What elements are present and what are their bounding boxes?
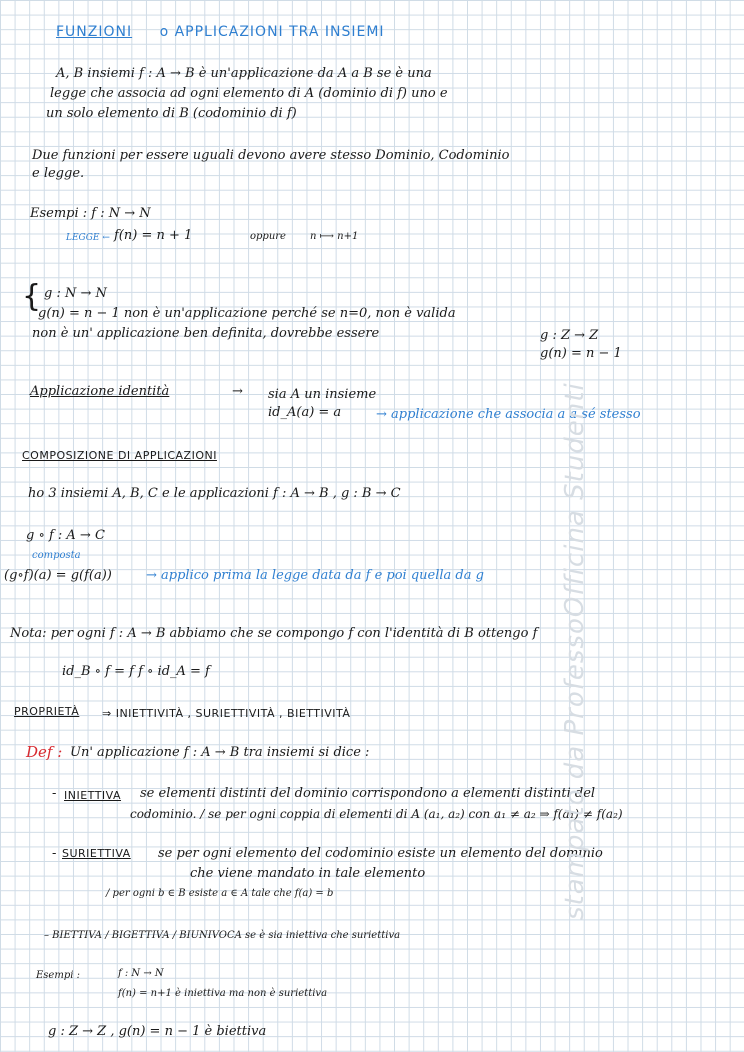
identity-note: → applicazione che associa a a sé stesso xyxy=(376,407,641,422)
suriettiva-line-2: che viene mandato in tale elemento xyxy=(190,866,426,881)
suriettiva-line-3: / per ogni b ∈ B esiste a ∈ A tale che f(a) = b xyxy=(106,888,334,899)
oppure-label: oppure xyxy=(250,231,286,242)
composition-line-1: ho 3 insiemi A, B, C e le applicazioni f : A → B , g : B → C xyxy=(28,486,401,501)
composition-definition: (g∘f)(a) = g(f(a)) xyxy=(4,568,112,583)
iniettiva-label: INIETTIVA xyxy=(64,789,122,802)
iniettiva-bullet: - xyxy=(52,786,57,801)
examples2-line-1: f : N → N xyxy=(118,968,164,979)
composta-label: composta xyxy=(32,550,81,561)
g-alt-line-2: g(n) = n − 1 xyxy=(540,346,622,361)
properties-list: ⇒ INIETTIVITÀ , SURIETTIVITÀ , BIETTIVITÀ xyxy=(102,707,351,720)
examples-heading: Esempi : f : N → N xyxy=(30,206,151,221)
identity-label: Applicazione identità xyxy=(30,384,170,399)
equality-line-2: e legge. xyxy=(32,166,85,181)
suriettiva-bullet: - xyxy=(52,846,57,861)
iniettiva-line-2: codominio. / se per ogni coppia di elementi di A (a₁, a₂) con a₁ ≠ a₂ ⇒ f(a₁) ≠ f(a₂) xyxy=(130,807,623,821)
examples2-line-2: f(n) = n+1 è iniettiva ma non è suriettiva xyxy=(118,988,328,999)
composition-note: → applico prima la legge data da f e poi quella da g xyxy=(146,568,484,583)
nota-line-1: Nota: per ogni f : A → B abbiamo che se compongo f con l'identità di B ottengo f xyxy=(10,626,538,641)
equality-line-1: Due funzioni per essere uguali devono avere stesso Dominio, Codominio xyxy=(32,148,510,163)
properties-label: PROPRIETÀ xyxy=(14,705,80,718)
composition-gof: g ∘ f : A → C xyxy=(26,528,105,543)
identity-line-2: id_A(a) = a xyxy=(268,405,342,420)
identity-line-1: sia A un insieme xyxy=(268,387,377,402)
definition-line-2: legge che associa ad ogni elemento di A (dominio di f) uno e xyxy=(50,86,448,101)
def-text: Un' applicazione f : A → B tra insiemi si dice : xyxy=(70,745,370,760)
suriettiva-label: SURIETTIVA xyxy=(62,847,131,860)
g-example-line-2: g(n) = n − 1 non è un'applicazione perché se n=0, non è valida xyxy=(38,306,456,321)
title-main: FUNZIONI xyxy=(56,24,133,40)
composition-heading: COMPOSIZIONE DI APPLICAZIONI xyxy=(22,449,217,462)
watermark: stampato da ProfessoOfficina Studenti xyxy=(560,382,590,920)
g-alt-line-1: g : Z → Z xyxy=(540,328,599,343)
iniettiva-line-1: se elementi distinti del dominio corrispondono a elementi distinti del xyxy=(140,786,596,801)
f-formula: f(n) = n + 1 xyxy=(114,228,193,243)
def-label: Def : xyxy=(26,743,63,761)
page-title xyxy=(56,24,385,40)
definition-line-1: A, B insiemi f : A → B è un'applicazione da A a B se è una xyxy=(56,66,432,81)
examples2-heading: Esempi : xyxy=(36,970,80,981)
nota-line-2: id_B ∘ f = f f ∘ id_A = f xyxy=(62,664,210,679)
definition-line-3: un solo elemento di B (codominio di f) xyxy=(46,106,297,121)
g-example-line-1: g : N → N xyxy=(44,286,107,301)
suriettiva-line-1: se per ogni elemento del codominio esiste un elemento del dominio xyxy=(158,846,603,861)
map-notation: n ⟼ n+1 xyxy=(310,231,359,242)
examples2-g-line: g : Z → Z , g(n) = n − 1 è biettiva xyxy=(48,1024,267,1039)
left-brace: { xyxy=(22,279,42,314)
legge-label: LEGGE ← xyxy=(66,233,110,243)
biettiva-line: – BIETTIVA / BIGETTIVA / BIUNIVOCA se è sia iniettiva che suriettiva xyxy=(44,930,401,941)
g-example-line-3: non è un' applicazione ben definita, dovrebbe essere xyxy=(32,326,380,341)
title-rest: o APPLICAZIONI TRA INSIEMI xyxy=(159,24,385,40)
identity-arrow: → xyxy=(232,384,243,399)
